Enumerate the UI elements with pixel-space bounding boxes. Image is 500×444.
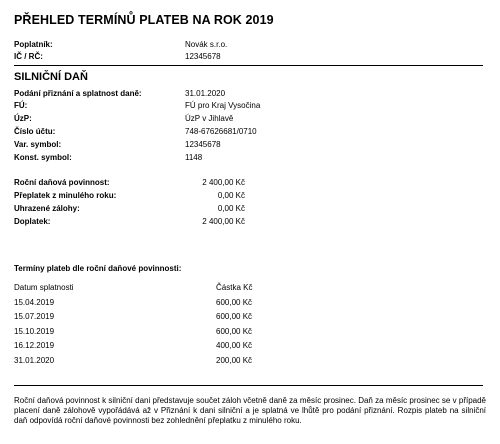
amount-value-overpayment: 0,00 Kč xyxy=(217,191,245,200)
section-title: SILNIČNÍ DAŇ xyxy=(14,71,88,83)
schedule-row-amount: 600,00 Kč xyxy=(216,298,253,307)
payer-label: Poplatník: xyxy=(14,40,53,49)
detail-value-deadline: 31.01.2020 xyxy=(185,89,226,98)
schedule-row-date: 16.12.2019 xyxy=(14,341,55,350)
detail-label-var-symbol: Var. symbol: xyxy=(14,140,62,149)
footnote: Roční daňová povinnost k silniční dani představuje součet záloh včetně daně za měsíc prosinec. Daň za měsíc prosinec se v případě placení daně zálohově vypořádává až v Přiznání k dani silniční a je splatná ve lhůtě pro podání přiznání. Rozpis plateb na silniční daň odpovídá roční daňové povinnosti bez zohlednění přeplatku z minulého roku. xyxy=(14,396,486,425)
amount-value-annual: 2 400,00 Kč xyxy=(202,178,245,187)
detail-label-deadline: Podání přiznání a splatnost daně: xyxy=(14,89,142,98)
amount-label-paid-advances: Uhrazené zálohy: xyxy=(14,204,80,213)
schedule-heading: Termíny plateb dle roční daňové povinnosti: xyxy=(14,264,182,273)
detail-label-territorial-office: ÚzP: xyxy=(14,114,32,123)
section-divider xyxy=(14,65,483,66)
detail-value-tax-office: FÚ pro Kraj Vysočina xyxy=(185,101,261,110)
schedule-row-date: 31.01.2020 xyxy=(14,356,55,365)
schedule-col-amount: Částka Kč xyxy=(216,283,253,292)
schedule-row-amount: 600,00 Kč xyxy=(216,327,253,336)
page-title: PŘEHLED TERMÍNŮ PLATEB NA ROK 2019 xyxy=(14,13,274,27)
amount-label-overpayment: Přeplatek z minulého roku: xyxy=(14,191,117,200)
detail-value-account: 748-67626681/0710 xyxy=(185,127,257,136)
amount-label-balance: Doplatek: xyxy=(14,217,51,226)
detail-label-const-symbol: Konst. symbol: xyxy=(14,153,72,162)
amount-value-balance: 2 400,00 Kč xyxy=(202,217,245,226)
amount-value-paid-advances: 0,00 Kč xyxy=(217,204,245,213)
amount-label-annual: Roční daňová povinnost: xyxy=(14,178,110,187)
detail-value-territorial-office: ÚzP v Jihlavě xyxy=(185,114,234,123)
schedule-row-date: 15.04.2019 xyxy=(14,298,55,307)
payer-value: Novák s.r.o. xyxy=(185,40,228,49)
payer-id-label: IČ / RČ: xyxy=(14,52,43,61)
detail-label-account: Číslo účtu: xyxy=(14,127,56,136)
detail-value-const-symbol: 1148 xyxy=(185,153,203,162)
detail-value-var-symbol: 12345678 xyxy=(185,140,221,149)
schedule-row-amount: 600,00 Kč xyxy=(216,312,253,321)
schedule-row-date: 15.10.2019 xyxy=(14,327,55,336)
schedule-row-date: 15.07.2019 xyxy=(14,312,55,321)
schedule-col-date: Datum splatnosti xyxy=(14,283,74,292)
detail-label-tax-office: FÚ: xyxy=(14,101,28,110)
schedule-row-amount: 200,00 Kč xyxy=(216,356,253,365)
payer-id-value: 12345678 xyxy=(185,52,221,61)
footnote-divider xyxy=(14,385,483,386)
schedule-row-amount: 400,00 Kč xyxy=(216,341,253,350)
